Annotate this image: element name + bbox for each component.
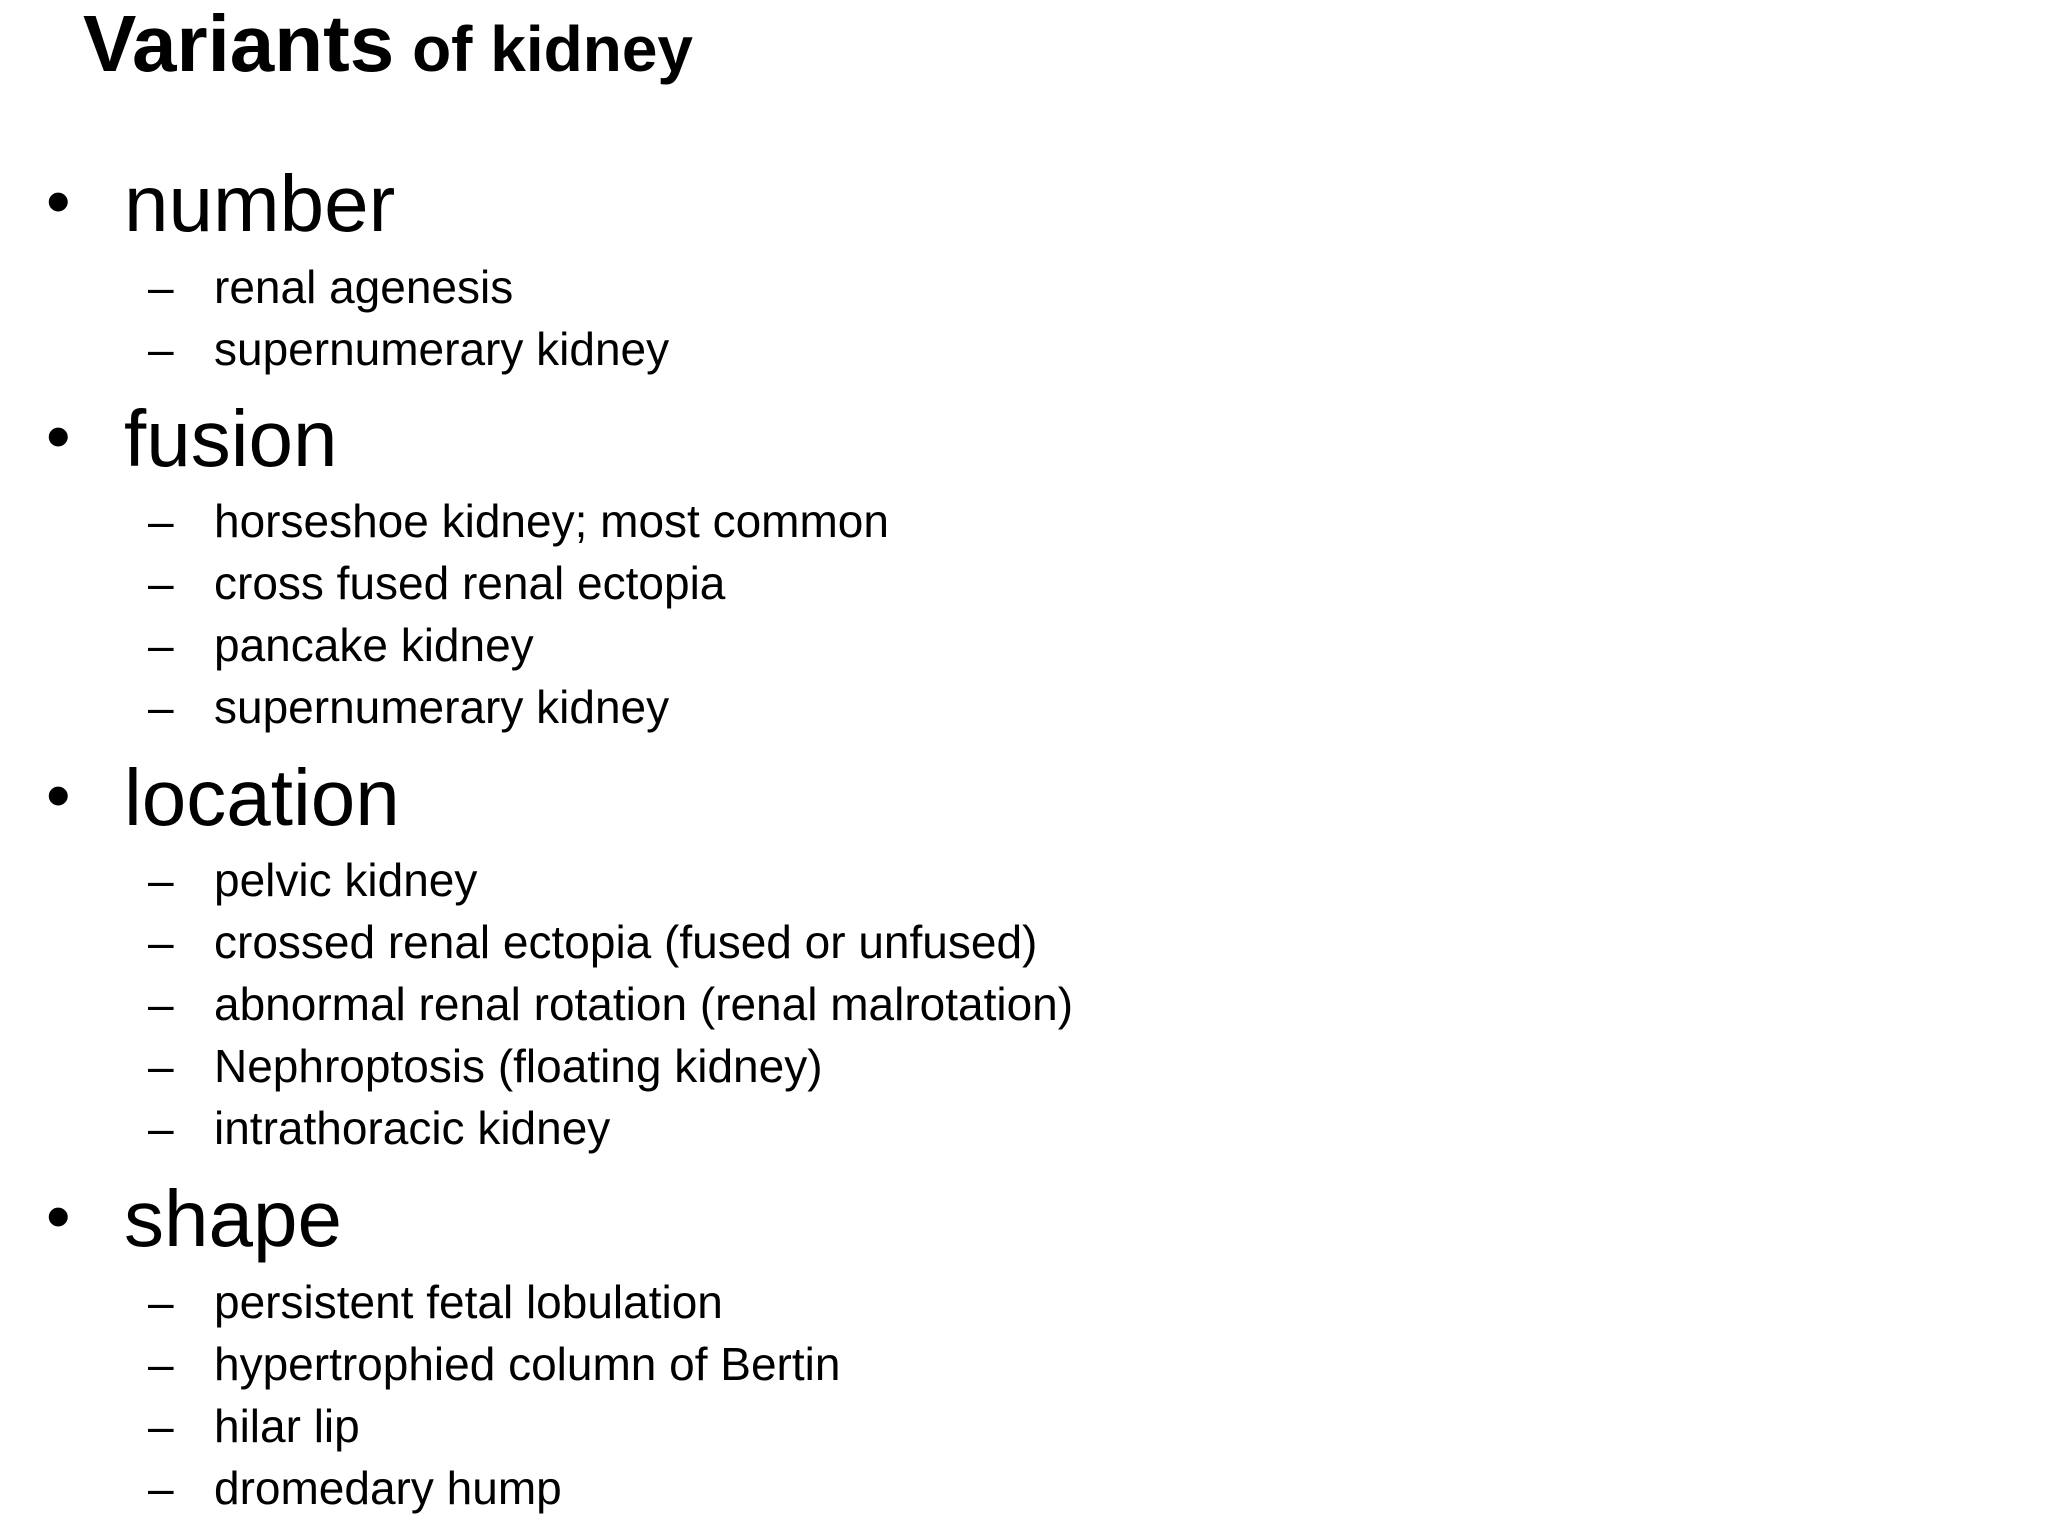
bullet-number	[46, 159, 396, 248]
dash-icon: –	[148, 1338, 174, 1390]
bullet-label: shape	[124, 1174, 342, 1263]
bullet-label: fusion	[124, 394, 338, 483]
sub-item	[148, 1400, 360, 1452]
sub-item	[148, 978, 1074, 1030]
dash-icon: –	[148, 1040, 174, 1092]
sub-item	[148, 916, 1038, 968]
sub-item-text: dromedary hump	[214, 1462, 562, 1514]
dash-icon: –	[148, 978, 174, 1030]
dash-icon: –	[148, 323, 174, 375]
dash-icon: –	[148, 261, 174, 313]
sub-item	[148, 1040, 823, 1092]
bullet-shape	[46, 1174, 342, 1263]
dash-icon: –	[148, 557, 174, 609]
dash-icon: –	[148, 681, 174, 733]
bullet-location	[46, 753, 400, 842]
sub-item-text: horseshoe kidney; most common	[214, 495, 889, 547]
sub-item-text: intrathoracic kidney	[214, 1102, 611, 1154]
dash-icon: –	[148, 1400, 174, 1452]
dash-icon: –	[148, 1102, 174, 1154]
sub-item	[148, 1338, 841, 1390]
sub-item-text: supernumerary kidney	[214, 323, 670, 375]
bullet-label: number	[124, 159, 396, 248]
sub-item-text: cross fused renal ectopia	[214, 557, 726, 609]
sub-item	[148, 619, 534, 671]
sub-item	[148, 1462, 562, 1514]
sub-item-text: hilar lip	[214, 1400, 360, 1452]
bullet-dot-icon: •	[46, 1177, 71, 1255]
sub-item	[148, 1276, 723, 1328]
sub-item-text: crossed renal ectopia (fused or unfused)	[214, 916, 1038, 968]
sub-item-text: persistent fetal lobulation	[214, 1276, 723, 1328]
slide-title-main: Variants	[83, 0, 395, 88]
bullet-dot-icon: •	[46, 162, 71, 240]
dash-icon: –	[148, 619, 174, 671]
sub-item-text: hypertrophied column of Bertin	[214, 1338, 841, 1390]
sub-item-text: supernumerary kidney	[214, 681, 670, 733]
sub-item	[148, 854, 478, 906]
bullet-dot-icon: •	[46, 756, 71, 834]
slide-title-rest: of kidney	[394, 13, 694, 85]
sub-item-text: pancake kidney	[214, 619, 534, 671]
sub-item-text: pelvic kidney	[214, 854, 478, 906]
dash-icon: –	[148, 1276, 174, 1328]
sub-item	[148, 557, 726, 609]
sub-item	[148, 261, 514, 313]
sub-item-text: abnormal renal rotation (renal malrotation)	[214, 978, 1074, 1030]
dash-icon: –	[148, 854, 174, 906]
sub-item-text: Nephroptosis (floating kidney)	[214, 1040, 823, 1092]
dash-icon: –	[148, 495, 174, 547]
sub-item	[148, 495, 889, 547]
dash-icon: –	[148, 1462, 174, 1514]
dash-icon: –	[148, 916, 174, 968]
bullet-dot-icon: •	[46, 397, 71, 475]
bullet-fusion	[46, 394, 338, 483]
sub-item	[148, 681, 670, 733]
sub-item	[148, 323, 670, 375]
sub-item-text: renal agenesis	[214, 261, 514, 313]
sub-item	[148, 1102, 611, 1154]
bullet-label: location	[124, 753, 400, 842]
